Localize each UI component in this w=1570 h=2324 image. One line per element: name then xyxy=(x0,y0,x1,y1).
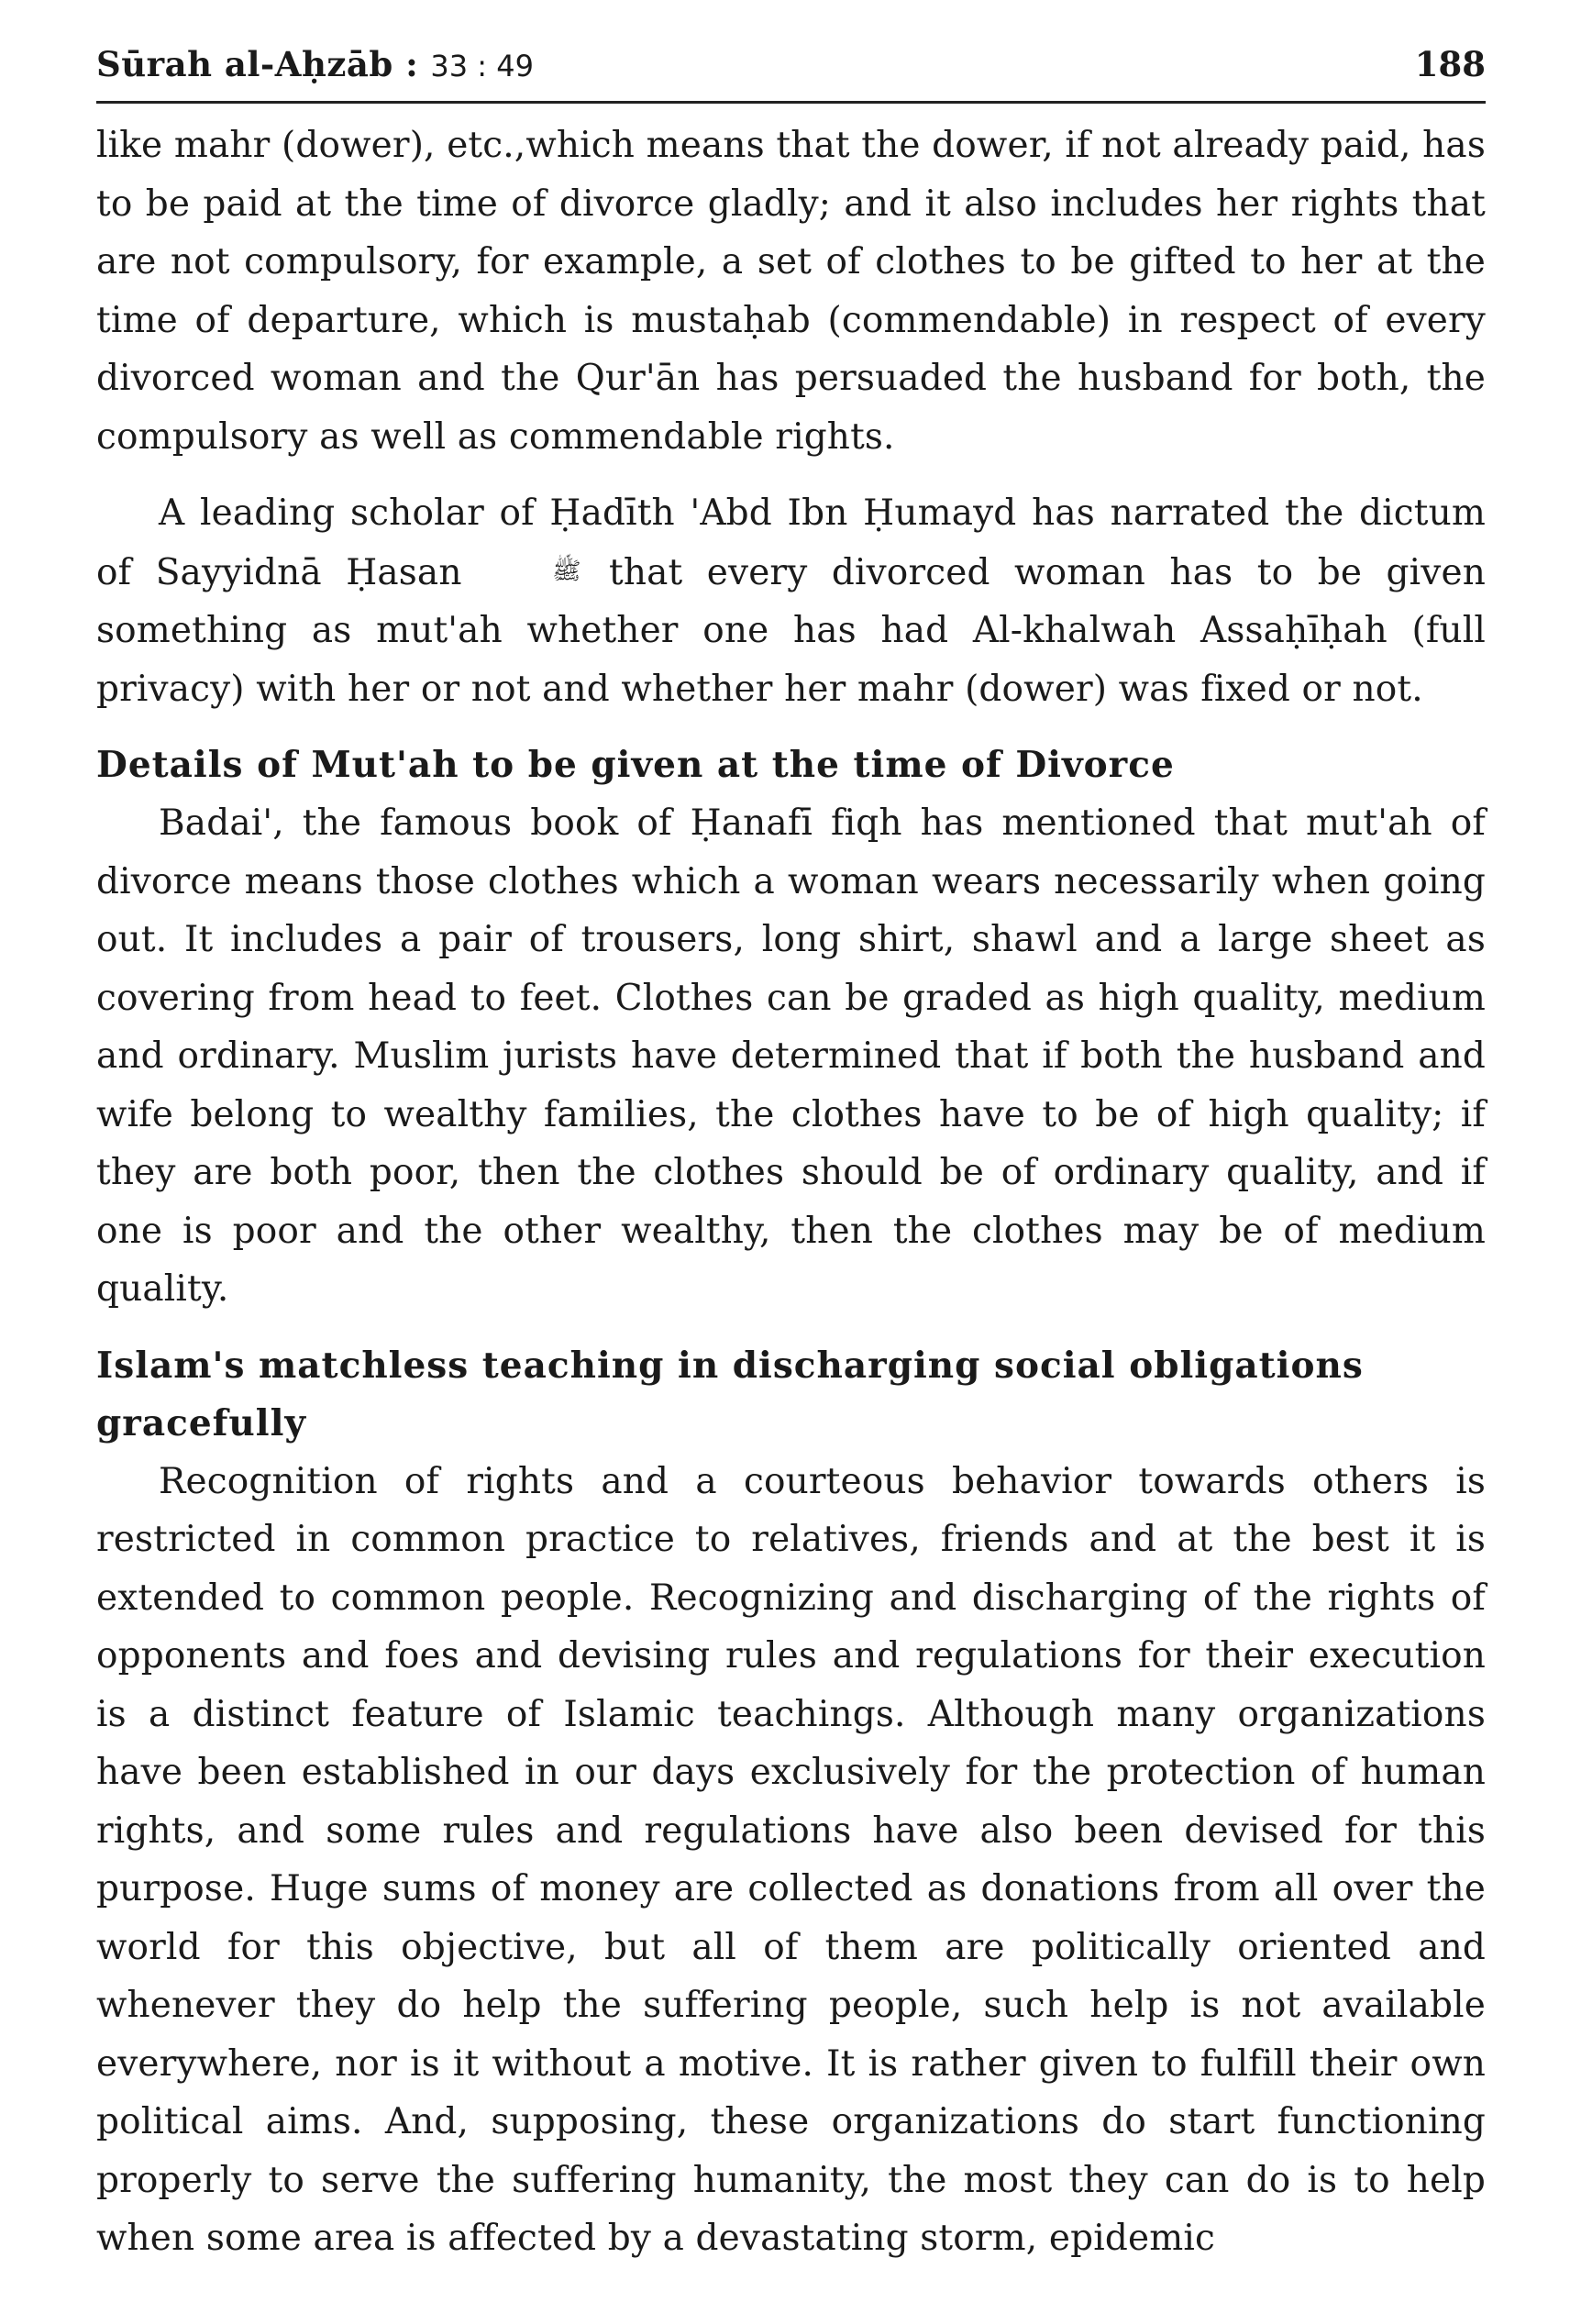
verse-reference: 33 : 49 xyxy=(430,49,534,83)
paragraph-spacer xyxy=(96,1319,1486,1337)
section-heading-mutah-details: Details of Mut'ah to be given at the time of Divorce xyxy=(96,744,1175,786)
section-heading-social-obligations: Islam's matchless teaching in discharging social obligations gracefully xyxy=(96,1344,1364,1444)
page-number: 188 xyxy=(1414,44,1486,84)
surah-title: Sūrah al-Aḥzāb : xyxy=(96,44,419,84)
hadith-text-before: A leading scholar of Ḥadīth 'Abd Ibn Ḥumayd has narrated the dictum of Sayyidnā Ḥasan xyxy=(96,492,1486,593)
paragraph-spacer xyxy=(96,718,1486,736)
paragraph-mutah-clothes: Badai', the famous book of Ḥanafī fiqh has mentioned that mut'ah of divorce means those clothes which a woman wears necessarily when going out. It includes a pair of trousers, long shirt, shawl and a large sheet as covering from head to feet. Clothes can be graded as high quality, medium and ordinary. Muslim jurists have determined that if both the husband and wife belong to wealthy families, the clothes have to be of high quality; if they are both poor, then the clothes should be of ordinary quality, and if one is poor and the other wealthy, then the clothes may be of medium quality. xyxy=(96,802,1486,1310)
header-title-group xyxy=(96,44,534,84)
paragraph-rights-of-others: Recognition of rights and a courteous behavior towards others is restricted in common practice to relatives, friends and at the best it is extended to common people. Recognizing and discharging of the rights of opponents and foes and devising rules and regulations for their execution is a distinct feature of Islamic teachings. Although many organizations have been established in our days exclusively for the protection of human rights, and some rules and regulations have also been devised for this purpose. Huge sums of money are collected as donations from all over the world for this objective, but all of them are politically oriented and whenever they do help the suffering people, such help is not available everywhere, nor is it without a motive. It is rather given to fulfill their own political aims. And, supposing, these organizations do start functioning properly to serve the suffering humanity, the most they can do is to help when some area is affected by a devastating storm, epidemic xyxy=(96,1460,1486,2259)
running-header xyxy=(96,44,1486,104)
paragraph-dower-rights: like mahr (dower), etc.,which means that the dower, if not already paid, has to be paid at the time of divorce gladly; and it also includes her rights that are not compulsory, for example, a set of clothes to be gifted to her at the time of departure, which is mustaḥab (commendable) in respect of every divorced woman and the Qur'ān has persuaded the husband for both, the compulsory as well as commendable rights. xyxy=(96,125,1486,458)
hadith-text-after: that every divorced woman has to be given something as mut'ah whether one has had Al-khalwah Assaḥīḥah (full privacy) with her or not and whether her mahr (dower) was fixed or not. xyxy=(96,551,1486,710)
paragraph-spacer xyxy=(96,466,1486,484)
honorific-glyph: ﷺ xyxy=(552,557,581,585)
page-body xyxy=(96,116,1486,2268)
book-page xyxy=(96,44,1486,2268)
paragraph-hadith-narration xyxy=(96,484,1486,718)
